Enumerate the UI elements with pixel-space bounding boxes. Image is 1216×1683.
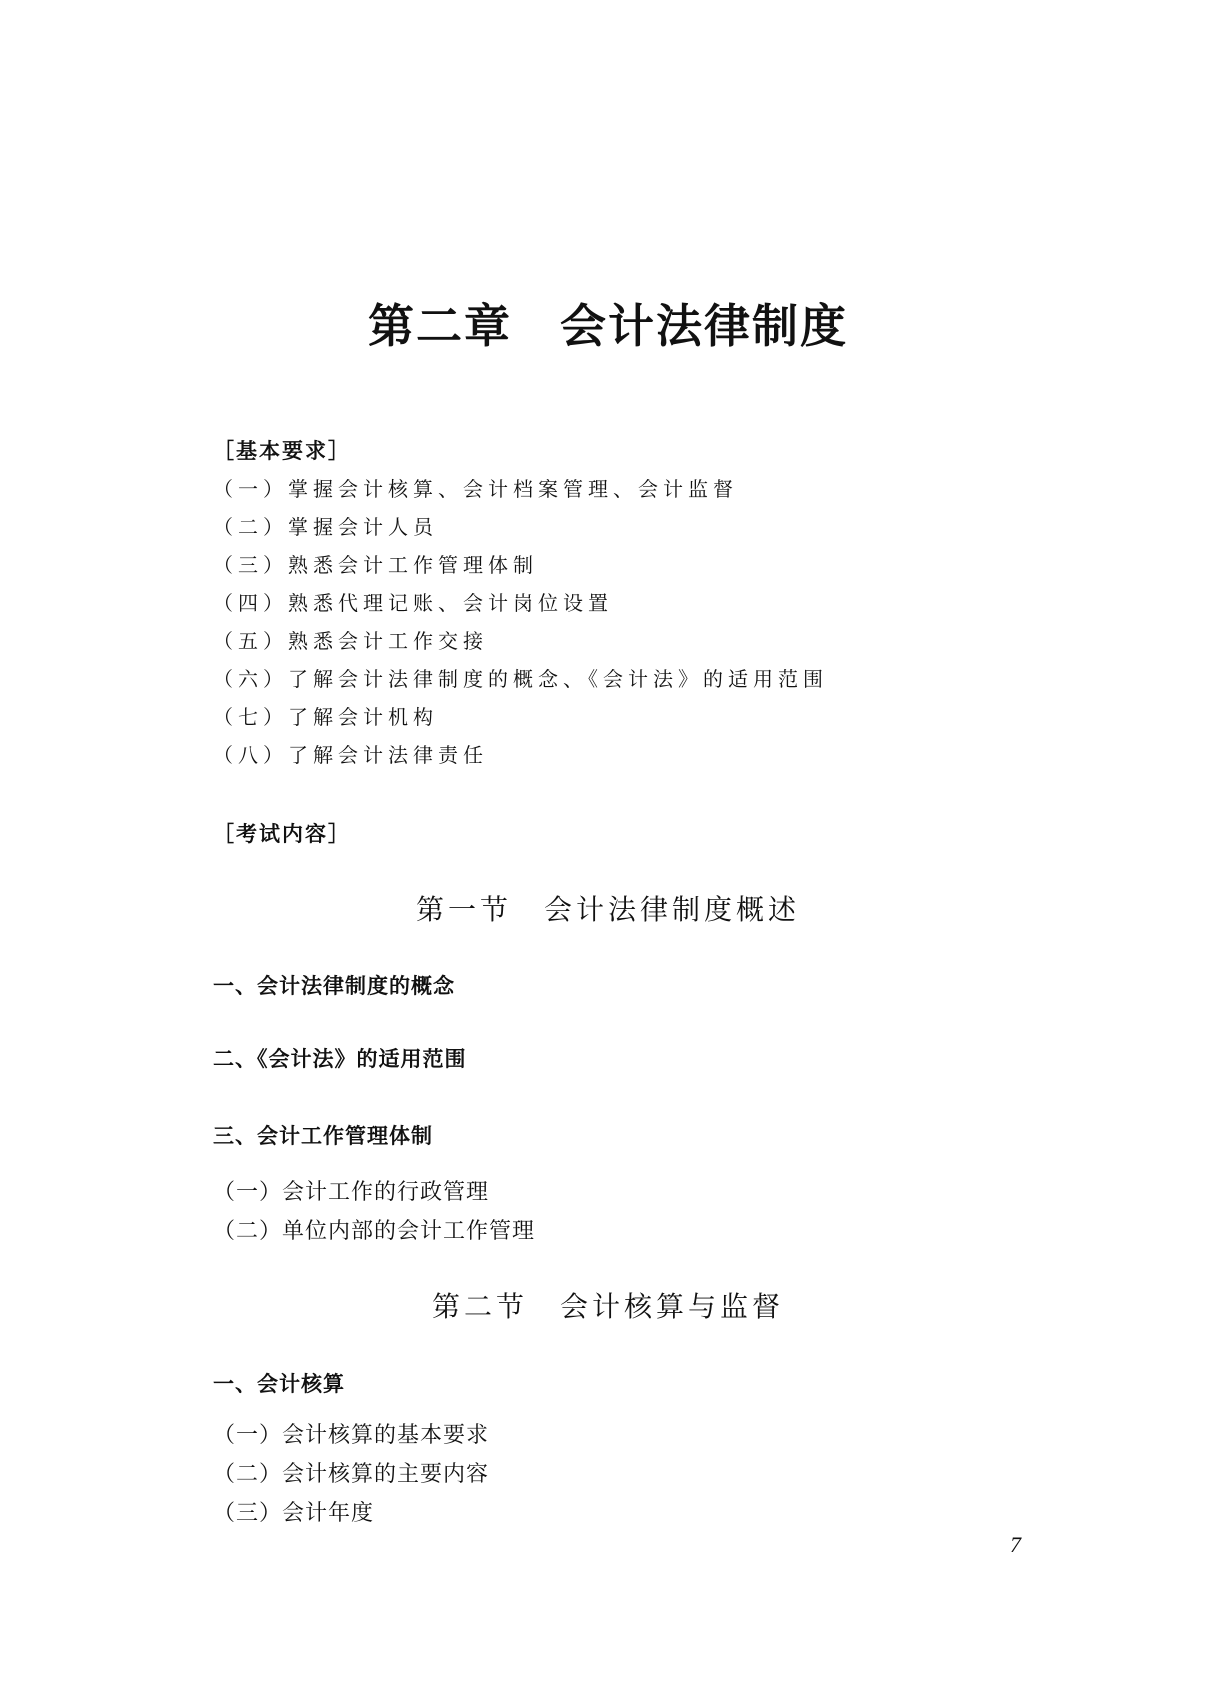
section-2-number: 第二节 bbox=[431, 1290, 528, 1323]
requirement-item: （七）了解会计机构 bbox=[213, 705, 438, 729]
section-2-sub-item: （三）会计年度 bbox=[213, 1501, 375, 1526]
requirement-item: （八）了解会计法律责任 bbox=[213, 743, 488, 767]
section-1-heading: 一、会计法律制度的概念 bbox=[213, 974, 455, 998]
requirement-item: （四）熟悉代理记账、会计岗位设置 bbox=[213, 591, 613, 615]
basic-requirements-heading: ［基本要求］ bbox=[213, 439, 351, 463]
section-2-heading: 一、会计核算 bbox=[213, 1372, 345, 1396]
requirement-item: （二）掌握会计人员 bbox=[213, 515, 438, 539]
section-1-number: 第一节 bbox=[415, 893, 512, 926]
section-1-sub-item: （二）单位内部的会计工作管理 bbox=[213, 1219, 536, 1244]
requirement-item: （三）熟悉会计工作管理体制 bbox=[213, 553, 538, 577]
section-2-title bbox=[0, 1285, 1216, 1325]
section-2-sub-item: （一）会计核算的基本要求 bbox=[213, 1423, 490, 1448]
section-1-heading: 三、会计工作管理体制 bbox=[213, 1124, 433, 1148]
section-1-name: 会计法律制度概述 bbox=[544, 893, 801, 926]
requirement-item: （一）掌握会计核算、会计档案管理、会计监督 bbox=[213, 477, 738, 501]
section-2-sub-item: （二）会计核算的主要内容 bbox=[213, 1462, 490, 1487]
section-1-heading: 二、《会计法》的适用范围 bbox=[213, 1047, 467, 1071]
section-1-sub-item: （一）会计工作的行政管理 bbox=[213, 1180, 490, 1205]
page-number: 7 bbox=[1010, 1532, 1021, 1557]
exam-content-heading: ［考试内容］ bbox=[213, 822, 351, 846]
chapter-name: 会计法律制度 bbox=[560, 299, 848, 353]
requirement-item: （六）了解会计法律制度的概念、《会计法》的适用范围 bbox=[213, 667, 828, 691]
chapter-title bbox=[0, 290, 1216, 356]
section-2-name: 会计核算与监督 bbox=[560, 1290, 785, 1323]
basic-requirements bbox=[213, 432, 828, 774]
requirement-item: （五）熟悉会计工作交接 bbox=[213, 629, 488, 653]
chapter-number: 第二章 bbox=[368, 299, 512, 353]
section-1-title bbox=[0, 888, 1216, 928]
